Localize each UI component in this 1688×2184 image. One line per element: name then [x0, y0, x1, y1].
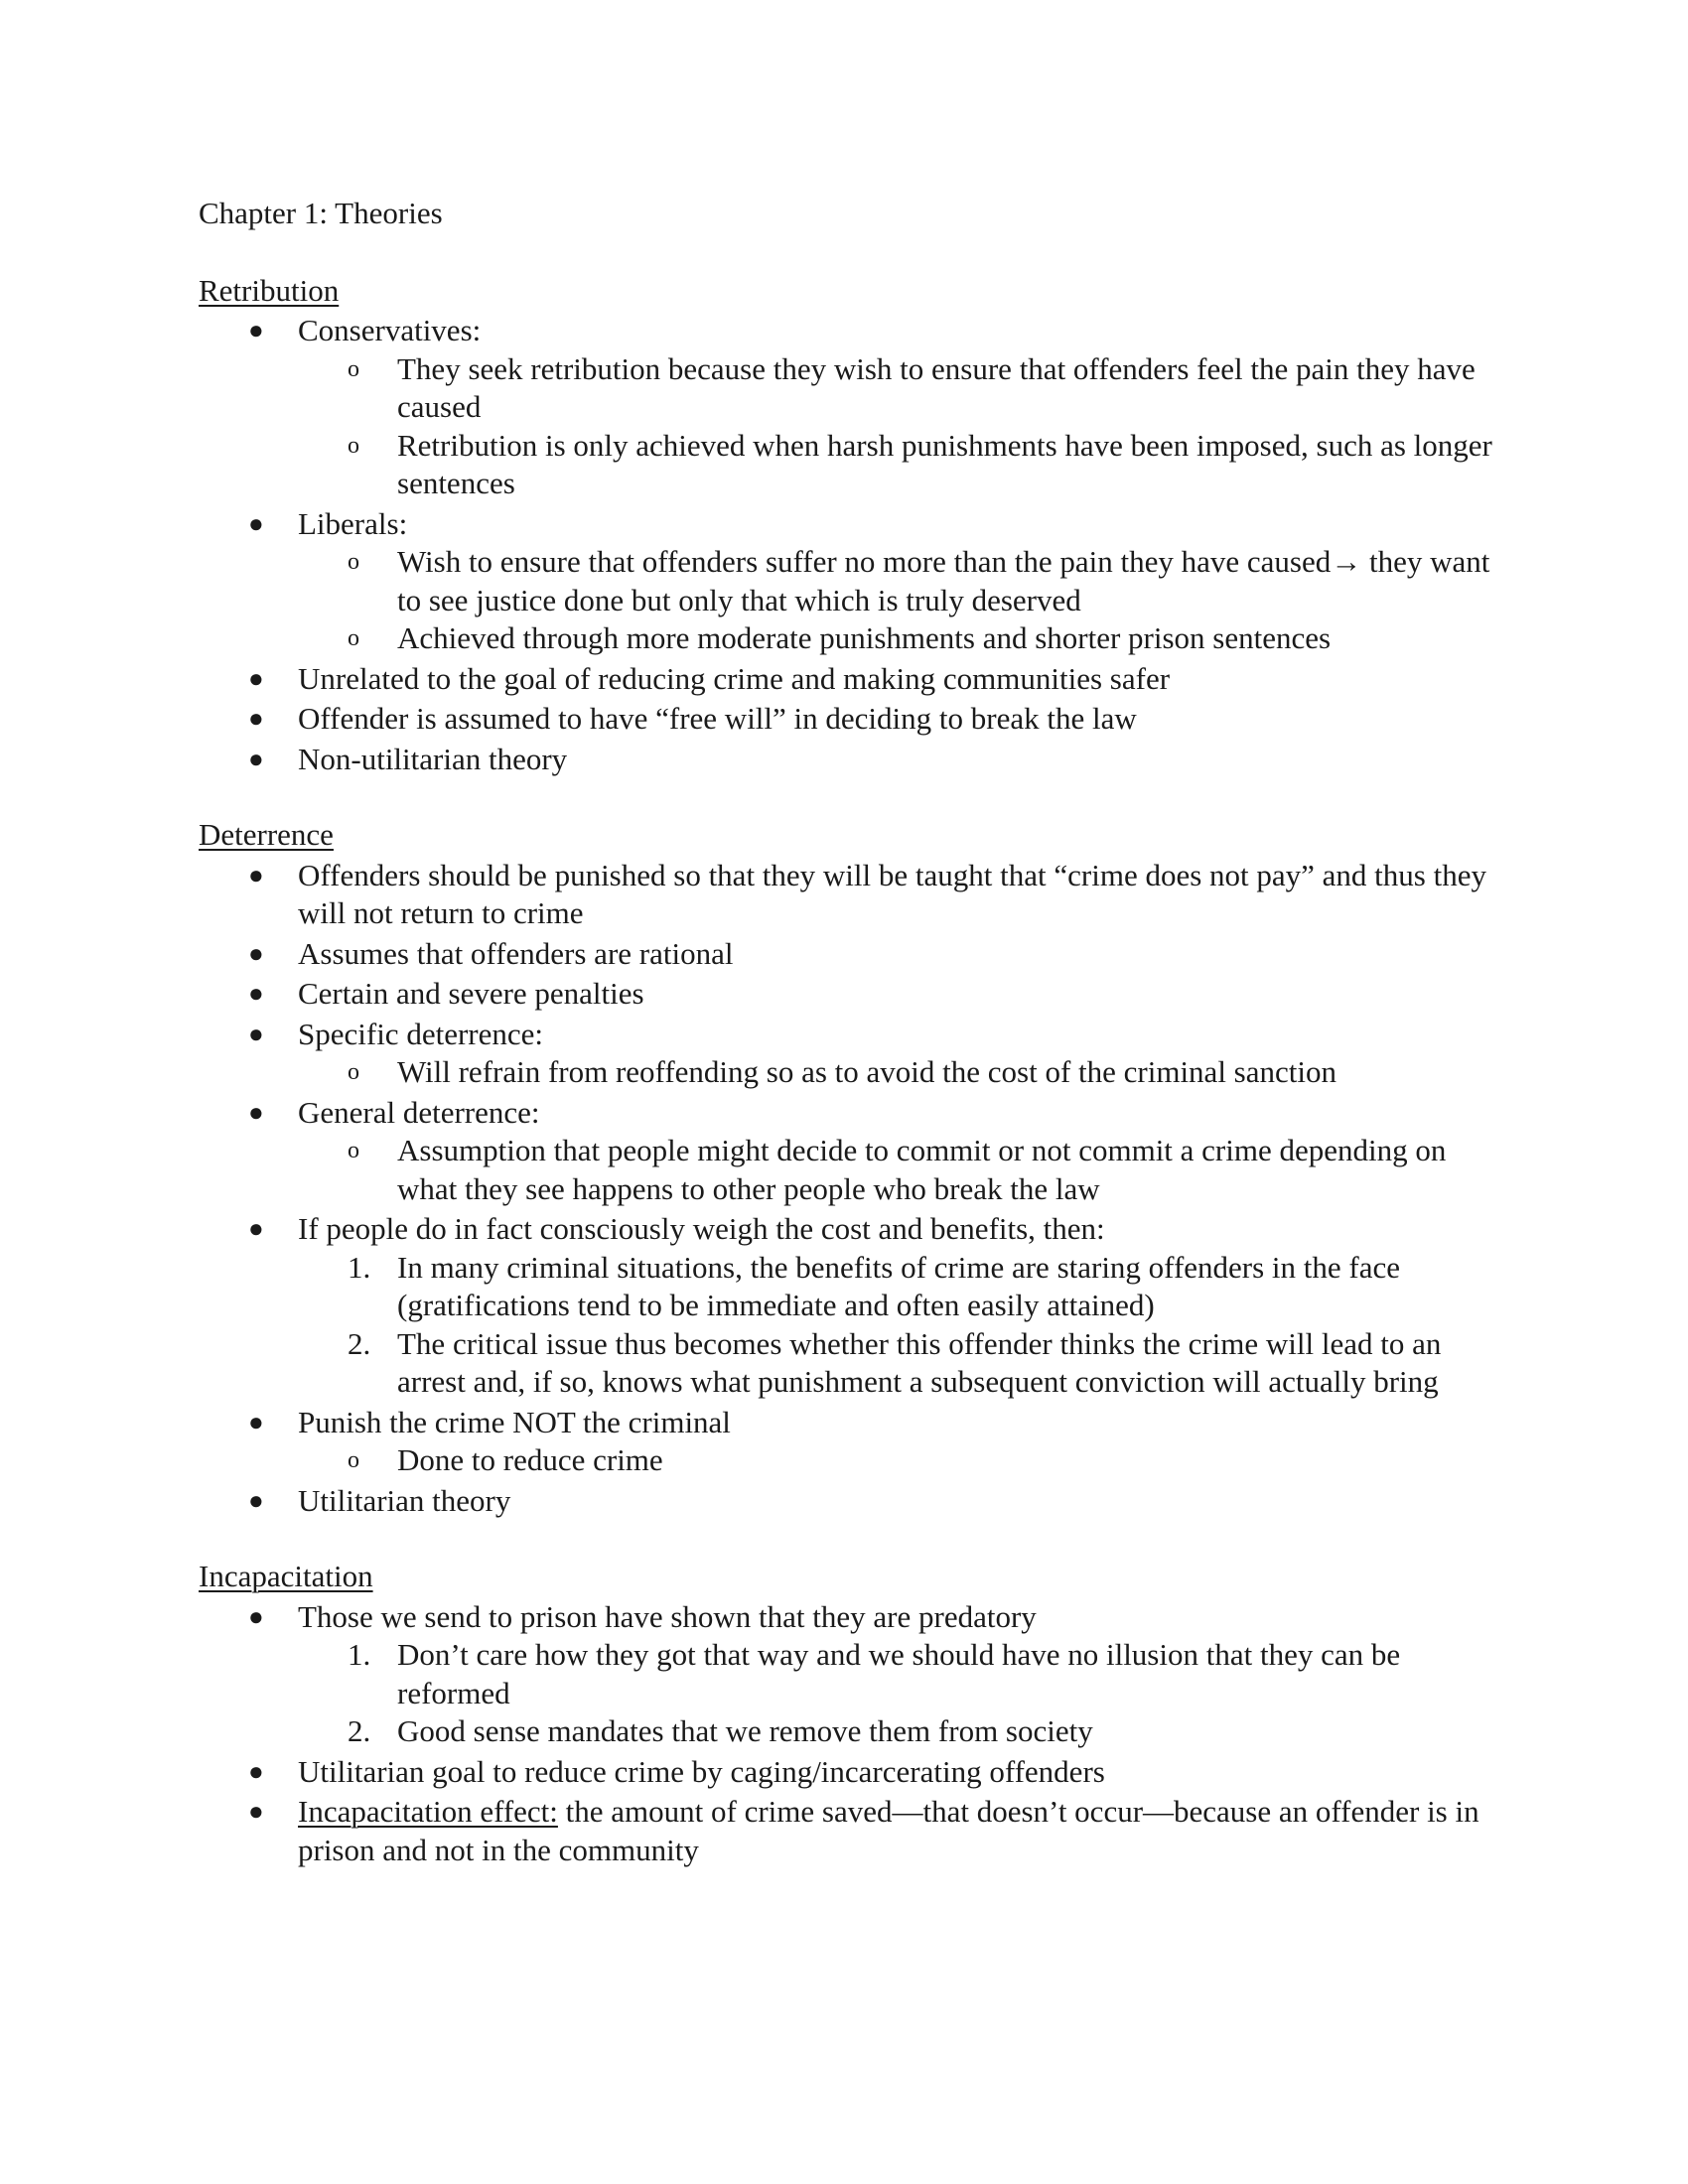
bullet-icon: ● — [248, 1019, 264, 1048]
sub-list — [298, 350, 1499, 503]
hollow-bullet-icon: o — [348, 432, 359, 459]
list-item — [199, 1404, 1499, 1480]
bullet-icon: ● — [248, 1601, 264, 1631]
list-item-text: Certain and severe penalties — [298, 976, 644, 1011]
list-item — [199, 975, 1499, 1014]
sub-list-item — [298, 1132, 1499, 1208]
list-item-text: General deterrence: — [298, 1094, 540, 1130]
list-item-text: Specific deterrence: — [298, 1016, 543, 1051]
list-item-text: Those we send to prison have shown that they are predatory — [298, 1598, 1037, 1634]
list-item-text: Utilitarian goal to reduce crime by caging/incarcerating offenders — [298, 1753, 1105, 1789]
bullet-icon: ● — [248, 979, 264, 1008]
list-item-text: Offender is assumed to have “free will” in deciding to break the law — [298, 701, 1137, 736]
bullet-list — [199, 1598, 1499, 1870]
list-item — [199, 1753, 1499, 1792]
hollow-bullet-icon: o — [348, 549, 359, 575]
section-deterrence — [199, 816, 1499, 1520]
list-item-text: Conservatives: — [298, 313, 482, 347]
numbered-list-item-text: In many criminal situations, the benefits of crime are staring offenders in the face (gratifications tend to be immediate and often easily attained) — [397, 1249, 1401, 1322]
list-item — [199, 1793, 1499, 1869]
bullet-icon: ● — [248, 860, 264, 889]
numbered-list — [298, 1636, 1499, 1751]
hollow-bullet-icon: o — [348, 1138, 359, 1163]
list-item-text: If people do in fact consciously weigh the cost and benefits, then: — [298, 1211, 1105, 1246]
list-item-text: Utilitarian theory — [298, 1482, 511, 1518]
sub-list-item — [298, 350, 1499, 427]
list-item — [199, 857, 1499, 933]
list-number: 2. — [348, 1325, 371, 1361]
bullet-icon: ● — [248, 1485, 264, 1515]
numbered-list-item — [298, 1636, 1499, 1712]
list-number: 1. — [348, 1637, 371, 1672]
section-heading-incapacitation: Incapacitation — [199, 1559, 373, 1593]
sub-list — [298, 1132, 1499, 1208]
hollow-bullet-icon: o — [348, 355, 359, 382]
numbered-list-item — [298, 1712, 1499, 1751]
list-item — [199, 505, 1499, 658]
document-page — [199, 195, 1499, 1907]
list-item-text: Non-utilitarian theory — [298, 741, 568, 776]
list-item — [199, 1598, 1499, 1751]
bullet-icon: ● — [248, 744, 264, 773]
list-item-text: Liberals: — [298, 505, 408, 541]
list-number: 2. — [348, 1713, 371, 1748]
bullet-list — [199, 857, 1499, 1521]
section-heading-deterrence: Deterrence — [199, 817, 334, 852]
hollow-bullet-icon: o — [348, 1059, 359, 1085]
numbered-list-item — [298, 1249, 1499, 1325]
numbered-list-item-text: The critical issue thus becomes whether this offender thinks the crime will lead to an arrest and, if so, knows what punishment a subsequent conviction will actually bring — [397, 1325, 1442, 1399]
sub-list-item-text: Assumption that people might decide to commit or not commit a crime depending on what they see happens to other people who break the law — [397, 1133, 1447, 1206]
sub-list-item-text: Wish to ensure that offenders suffer no more than the pain they have caused→ they want to see justice done but only that which is truly deserved — [397, 544, 1490, 617]
sub-list-item — [298, 427, 1499, 503]
bullet-icon: ● — [248, 1097, 264, 1127]
numbered-list-item-text: Good sense mandates that we remove them from society — [397, 1713, 1093, 1748]
list-item-text: Offenders should be punished so that they will be taught that “crime does not pay” and thus they will not return to crime — [298, 857, 1486, 930]
list-item — [199, 1210, 1499, 1402]
sub-list-item-text: They seek retribution because they wish to ensure that offenders feel the pain they have caused — [397, 350, 1476, 424]
bullet-icon: ● — [248, 1214, 264, 1243]
page-title: Chapter 1: Theories — [199, 196, 443, 230]
sub-list-item — [298, 543, 1499, 619]
list-item — [199, 741, 1499, 779]
sub-list-item — [298, 1441, 1499, 1480]
bullet-icon: ● — [248, 938, 264, 968]
section-incapacitation — [199, 1558, 1499, 1869]
list-item — [199, 660, 1499, 699]
list-item — [199, 700, 1499, 739]
definition-text: the amount of crime saved—that doesn’t occur—because an offender is in prison and not in the community — [298, 1794, 1479, 1867]
sub-list-item-text: Retribution is only achieved when harsh punishments have been imposed, such as longer sentences — [397, 427, 1492, 500]
sub-list — [298, 543, 1499, 658]
sub-list-item-text: Done to reduce crime — [397, 1442, 663, 1477]
bullet-icon: ● — [248, 663, 264, 693]
list-item-text: Punish the crime NOT the criminal — [298, 1404, 731, 1439]
list-item — [199, 1482, 1499, 1521]
bullet-icon: ● — [248, 1797, 264, 1826]
hollow-bullet-icon: o — [348, 1447, 359, 1473]
bullet-list — [199, 312, 1499, 778]
sub-list-item-text: Will refrain from reoffending so as to avoid the cost of the criminal sanction — [397, 1054, 1336, 1089]
bullet-icon: ● — [248, 704, 264, 733]
list-item — [199, 312, 1499, 503]
bullet-icon: ● — [248, 508, 264, 538]
numbered-list-item-text: Don’t care how they got that way and we should have no illusion that they can be reformed — [397, 1637, 1401, 1710]
sub-list-item — [298, 619, 1499, 658]
sub-list-item — [298, 1053, 1499, 1092]
numbered-list — [298, 1249, 1499, 1402]
section-retribution — [199, 272, 1499, 779]
bullet-icon: ● — [248, 1407, 264, 1436]
hollow-bullet-icon: o — [348, 625, 359, 651]
list-item-text: Unrelated to the goal of reducing crime and making communities safer — [298, 660, 1171, 696]
sub-list-item-text: Achieved through more moderate punishments and shorter prison sentences — [397, 620, 1332, 655]
section-heading-retribution: Retribution — [199, 272, 340, 308]
list-item — [199, 935, 1499, 974]
list-number: 1. — [348, 1249, 371, 1285]
numbered-list-item — [298, 1325, 1499, 1402]
bullet-icon: ● — [248, 316, 264, 344]
list-item — [199, 1016, 1499, 1092]
sub-list — [298, 1053, 1499, 1092]
bullet-icon: ● — [248, 1756, 264, 1786]
list-item — [199, 1094, 1499, 1209]
sub-list — [298, 1441, 1499, 1480]
defined-term: Incapacitation effect: — [298, 1794, 558, 1829]
list-item-text: Assumes that offenders are rational — [298, 935, 734, 971]
